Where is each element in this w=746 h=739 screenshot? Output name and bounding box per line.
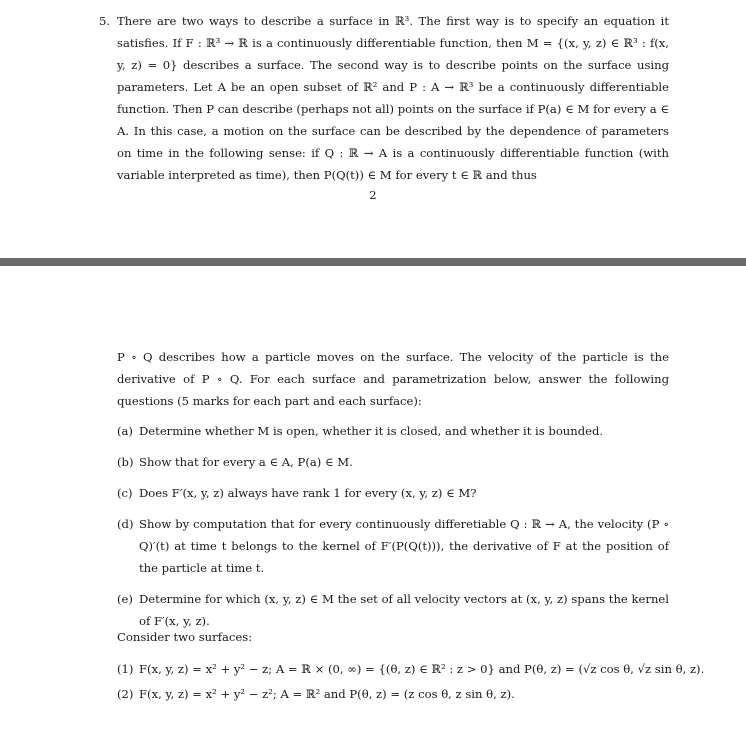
- part-label: (d): [117, 517, 134, 531]
- surface-item: [117, 658, 705, 680]
- question-parts-list: [117, 420, 669, 641]
- part-label: (b): [117, 455, 134, 469]
- part-label: (a): [117, 424, 133, 438]
- surface-item: [117, 683, 677, 705]
- problem-text: There are two ways to describe a surface in ℝ³. The first way is to specify an equation it satisfies. If F : ℝ³ → ℝ is a continuously differentiable function, then M = {(x, y, z) ∈ ℝ³ : f(x, y, z) = 0} describes a surface. The second way is to describe points on the surface using parameters. Let A be an open subset of ℝ² and P : A → ℝ³ be a continuously differentiable function. Then P can describe (perhaps not all) points on the surface if P(a) ∈ M for every a ∈ A. In this case, a motion on the surface can be described by the dependence of parameters on time in the following sense: if Q : ℝ → A is a continuously differentiable function (with variable interpreted as time), then P(Q(t)) ∈ M for every t ∈ ℝ and thus: [117, 14, 669, 182]
- question-part: [117, 420, 669, 442]
- part-text: Show that for every a ∈ A, P(a) ∈ M.: [139, 455, 353, 469]
- question-part: [117, 513, 669, 579]
- part-text: Determine whether M is open, whether it is closed, and whether it is bounded.: [139, 424, 604, 438]
- part-text: Show by computation that for every continuously differetiable Q : ℝ → A, the velocity (P ∘ Q)′(t) at time t belongs to the kernel of F′(P(Q(t))), the derivative of F at the position of the particle at time t.: [139, 517, 669, 575]
- document-page-top: [0, 0, 746, 258]
- part-label: (c): [117, 486, 133, 500]
- question-part: [117, 451, 669, 473]
- surface-definition: F(x, y, z) = x² + y² − z; A = ℝ × (0, ∞) = {(θ, z) ∈ ℝ² : z > 0} and P(θ, z) = (√z cos θ, √z sin θ, z).: [139, 662, 705, 676]
- question-part: [117, 482, 669, 504]
- surface-label: (2): [117, 687, 134, 701]
- page-number: 2: [369, 188, 377, 202]
- part-text: Determine for which (x, y, z) ∈ M the set of all velocity vectors at (x, y, z) spans the kernel of F′(x, y, z).: [139, 592, 669, 628]
- document-page-bottom: [0, 266, 746, 739]
- problem-number: 5.: [99, 14, 111, 28]
- page-separator: [0, 258, 746, 266]
- problem-statement: [99, 10, 669, 186]
- consider-heading: Consider two surfaces:: [117, 630, 253, 644]
- surface-definition: F(x, y, z) = x² + y² − z²; A = ℝ² and P(θ, z) = (z cos θ, z sin θ, z).: [139, 687, 515, 701]
- part-text: Does F′(x, y, z) always have rank 1 for every (x, y, z) ∈ M?: [139, 486, 477, 500]
- continuation-paragraph: P ∘ Q describes how a particle moves on the surface. The velocity of the particle is the derivative of P ∘ Q. For each surface and parametrization below, answer the following questions (5 marks for each part and each surface):: [117, 350, 669, 408]
- part-label: (e): [117, 592, 133, 606]
- surfaces-list: [117, 658, 705, 708]
- surface-label: (1): [117, 662, 134, 676]
